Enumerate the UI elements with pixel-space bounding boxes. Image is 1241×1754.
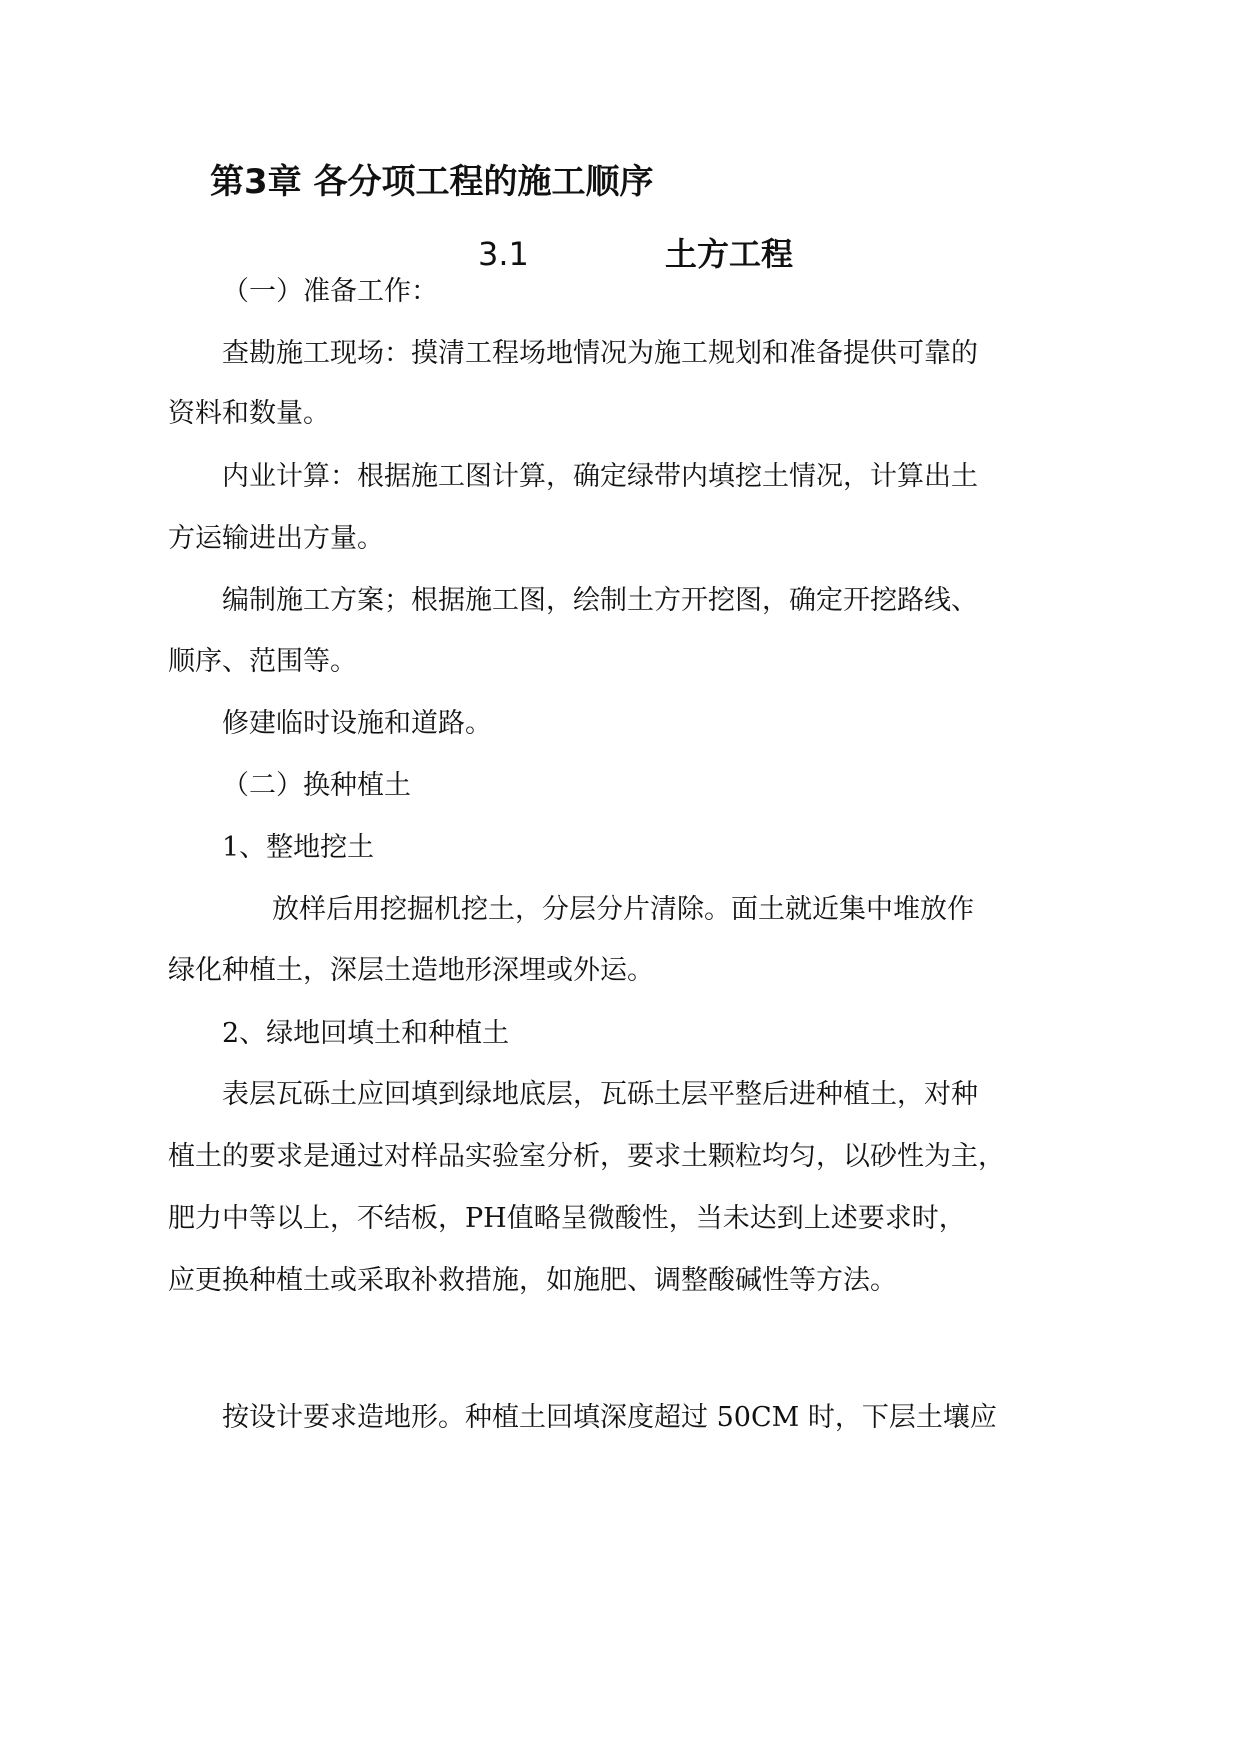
paragraph-line: 表层瓦砾土应回填到绿地底层，瓦砾土层平整后进种植土，对种 (222, 1079, 978, 1110)
paragraph-line: 查勘施工现场：摸清工程场地情况为施工规划和准备提供可靠的 (222, 338, 978, 369)
paragraph-line: 编制施工方案；根据施工图，绘制土方开挖图，确定开挖路线、 (222, 585, 978, 616)
paragraph-line: 肥力中等以上，不结板，PH值略呈微酸性，当未达到上述要求时， (168, 1203, 966, 1234)
paragraph-line: 按设计要求造地形。种植土回填深度超过 50CM 时，下层土壤应 (222, 1402, 997, 1433)
paragraph-line: 绿化种植土，深层土造地形深埋或外运。 (168, 955, 654, 986)
paragraph-line: 应更换种植土或采取补救措施，如施肥、调整酸碱性等方法。 (168, 1265, 897, 1296)
paragraph-line: 修建临时设施和道路。 (222, 708, 492, 739)
subheading-preparation: （一）准备工作： (222, 276, 438, 307)
section-number: 3.1 (478, 235, 529, 273)
paragraph-line: 内业计算：根据施工图计算，确定绿带内填挖土情况，计算出土 (222, 461, 978, 492)
subheading-replace-soil: （二）换种植土 (222, 770, 411, 801)
paragraph-line: 方运输进出方量。 (168, 523, 384, 554)
paragraph-line: 植土的要求是通过对样品实验室分析，要求土颗粒均匀，以砂性为主， (168, 1141, 1005, 1172)
chapter-title: 第3章 各分项工程的施工顺序 (210, 162, 654, 202)
item-heading: 2、绿地回填土和种植土 (222, 1018, 510, 1049)
paragraph-line: 顺序、范围等。 (168, 646, 357, 677)
item-heading: 1、整地挖土 (222, 832, 375, 863)
paragraph-line: 放样后用挖掘机挖土，分层分片清除。面土就近集中堆放作 (272, 894, 974, 925)
section-title: 土方工程 (665, 235, 794, 273)
paragraph-line: 资料和数量。 (168, 398, 330, 429)
